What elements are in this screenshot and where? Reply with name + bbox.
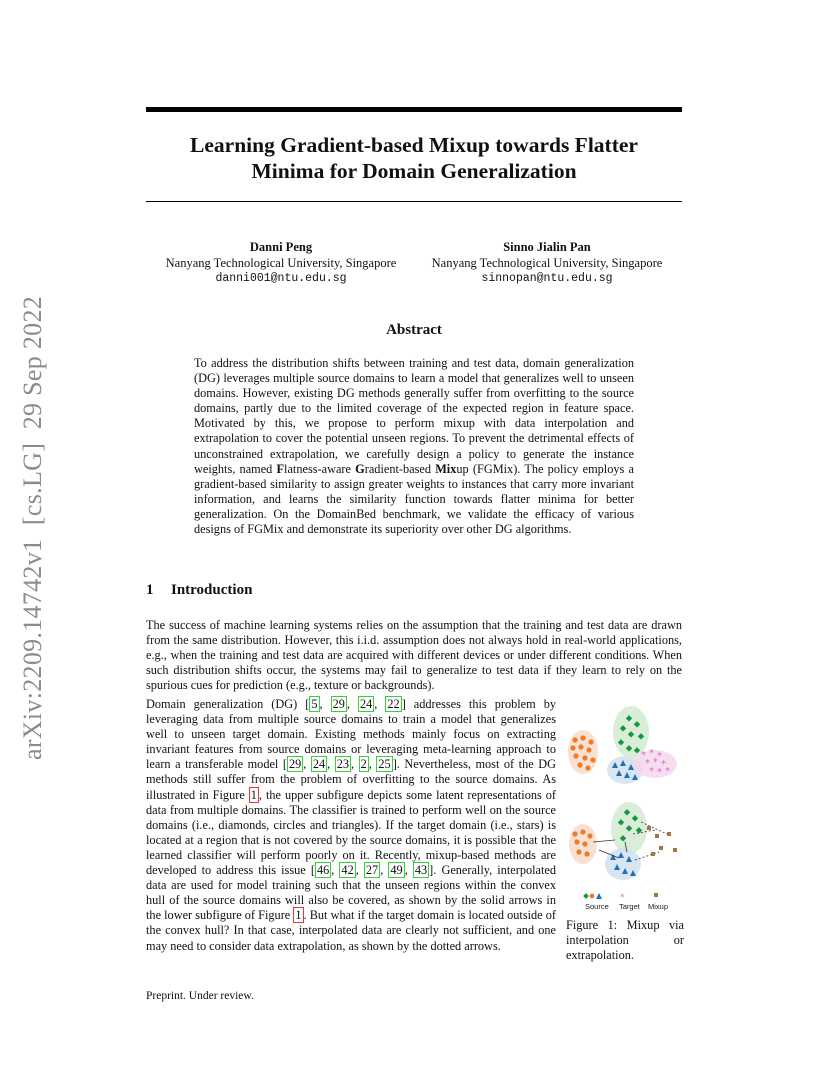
svg-text:*: * xyxy=(649,748,654,759)
arxiv-sidebar-stamp: arXiv:2209.14742v1 [cs.LG] 29 Sep 2022 xyxy=(18,295,47,760)
author-email[interactable]: danni001@ntu.edu.sg xyxy=(215,272,347,285)
citation-link[interactable]: 46 xyxy=(316,863,330,878)
author-block xyxy=(416,239,678,287)
figure-reference-link[interactable]: 1 xyxy=(250,787,257,802)
svg-text:*: * xyxy=(665,766,670,777)
lower-subfigure xyxy=(569,802,677,880)
author-affiliation: Nanyang Technological University, Singapore xyxy=(431,256,663,270)
abstract-text: To address the distribution shifts between training and test data, domain generalization (DG) leverages multiple source domains to learn a model that generalizes well to unseen domains. However, existing DG methods generally suffer from overfitting to the source domains, partly due to the limited coverage of the expected region in feature space. Motivated by this, we propose to perform mixup with data interpolation and extrapolation to cover the potential unseen regions. To prevent the detrimental effects of unconstrained extrapolation, we carefully design a policy to generate the instance weights, named Flatness-aware Gradient-based Mixup (FGMix). The policy employs a gradient-based similarity to assign greater weights to instances that carry more invariant information, and learns the similarity function towards flatter minima for better generalization. On the DomainBed benchmark, we validate the efficacy of various designs of FGMix and demonstrate its superiority over other DG algorithms. xyxy=(194,356,634,537)
legend-mixup: Mixup xyxy=(648,902,669,911)
figure-1-mixup-illustration xyxy=(563,702,685,912)
section-heading-introduction xyxy=(146,582,252,599)
citation-link[interactable]: 29 xyxy=(332,697,345,711)
svg-text:*: * xyxy=(661,759,666,770)
citation-link[interactable]: 5 xyxy=(311,697,318,711)
figure-legend xyxy=(583,893,668,911)
svg-text:*: * xyxy=(649,766,654,777)
paper-title xyxy=(146,132,682,184)
citation-link[interactable]: 42 xyxy=(341,863,354,878)
upper-subfigure xyxy=(568,706,677,784)
figure-reference-link[interactable]: 1 xyxy=(295,908,302,923)
abstract-heading: Abstract xyxy=(386,322,442,338)
paper-title-line-2: Minima for Domain Generalization xyxy=(251,159,577,183)
author-name: Sinno Jialin Pan xyxy=(503,240,591,254)
citation-link[interactable]: 24 xyxy=(312,757,326,772)
intro-paragraph-2: Domain generalization (DG) [ 5 , 29 , 24 , 22 ] addresses this problem by leveraging data from multiple source domains to train a model that generalizes well to unseen target domain. Existing methods mainly focus on extracting invariant features from source domains or leveraging meta-learning approach to learn a transferable model [ 29 , 24 , 23 , 2 , 25 ]. Nevertheless, most of the DG methods still suffer from the problem of overfitting to the source domains. As illustrated in Figure 1 , the upper subfigure depicts some latent representations of data from multiple domains. The classifier is trained to perform well on the source domains (i.e., diamonds, circles and triangles). If the target domain (i.e., stars) is located at a region that is not covered by the source domains, it is possible that the learned classifier will perform poorly on it. Recently, mixup-based methods are developed to address this issue [ 46 , 42 , 27 , 49 , 43 ]. Generally, interpolated data are used for model training such that the unseen regions within the convex hull of the source domains will also be covered, as shown by the solid arrows in the lower subfigure of Figure 1 . But what if the target domain is located outside of the convex hull? In that case, interpolated data are clearly not sufficient, and one may need to consider data extrapolation, as shown by the dotted arrows. xyxy=(146,697,557,953)
citation-link[interactable]: 22 xyxy=(387,697,400,711)
author-affiliation: Nanyang Technological University, Singapore xyxy=(165,256,397,270)
author-block xyxy=(150,239,412,287)
paper-title-line-1: Learning Gradient-based Mixup towards Flatter xyxy=(190,133,638,157)
title-rule-top xyxy=(146,107,682,112)
svg-text:*: * xyxy=(620,893,625,903)
title-rule-bottom xyxy=(146,201,682,202)
legend-source: Source xyxy=(585,902,609,911)
citation-link[interactable]: 29 xyxy=(288,757,302,772)
svg-text:*: * xyxy=(653,757,658,768)
citation-link[interactable]: 23 xyxy=(336,757,350,772)
mixup-points xyxy=(647,826,677,856)
section-number: 1 xyxy=(146,582,154,598)
author-email[interactable]: sinnopan@ntu.edu.sg xyxy=(481,272,613,285)
author-name: Danni Peng xyxy=(249,240,313,254)
svg-text:*: * xyxy=(645,758,650,769)
page-footer: Preprint. Under review. xyxy=(146,990,254,1002)
citation-link[interactable]: 2 xyxy=(360,757,367,772)
citation-link[interactable]: 49 xyxy=(390,863,403,878)
svg-text:*: * xyxy=(641,750,646,761)
section-title: Introduction xyxy=(171,582,253,598)
intro-paragraph-1: The success of machine learning systems relies on the assumption that the training and test data are drawn from the same distribution. However, this i.i.d. assumption does not always hold in real-world applications, e.g., when the training and test data are acquired with different devices or under different conditions. When such distribution shifts occur, the systems may fail to generalize to test data if they learn to rely on the spurious cues for prediction (e.g., texture or backgrounds). xyxy=(146,618,682,693)
figure-caption: Figure 1: Mixup via interpolation or extrapolation. xyxy=(566,918,684,963)
citation-link[interactable]: 43 xyxy=(414,863,428,878)
mixup-diagram xyxy=(563,702,685,912)
citation-link[interactable]: 25 xyxy=(378,757,391,772)
citation-link[interactable]: 24 xyxy=(360,697,373,711)
svg-text:*: * xyxy=(657,751,662,762)
citation-link[interactable]: 27 xyxy=(365,863,379,878)
svg-text:*: * xyxy=(657,767,662,778)
legend-target: Target xyxy=(619,902,640,911)
